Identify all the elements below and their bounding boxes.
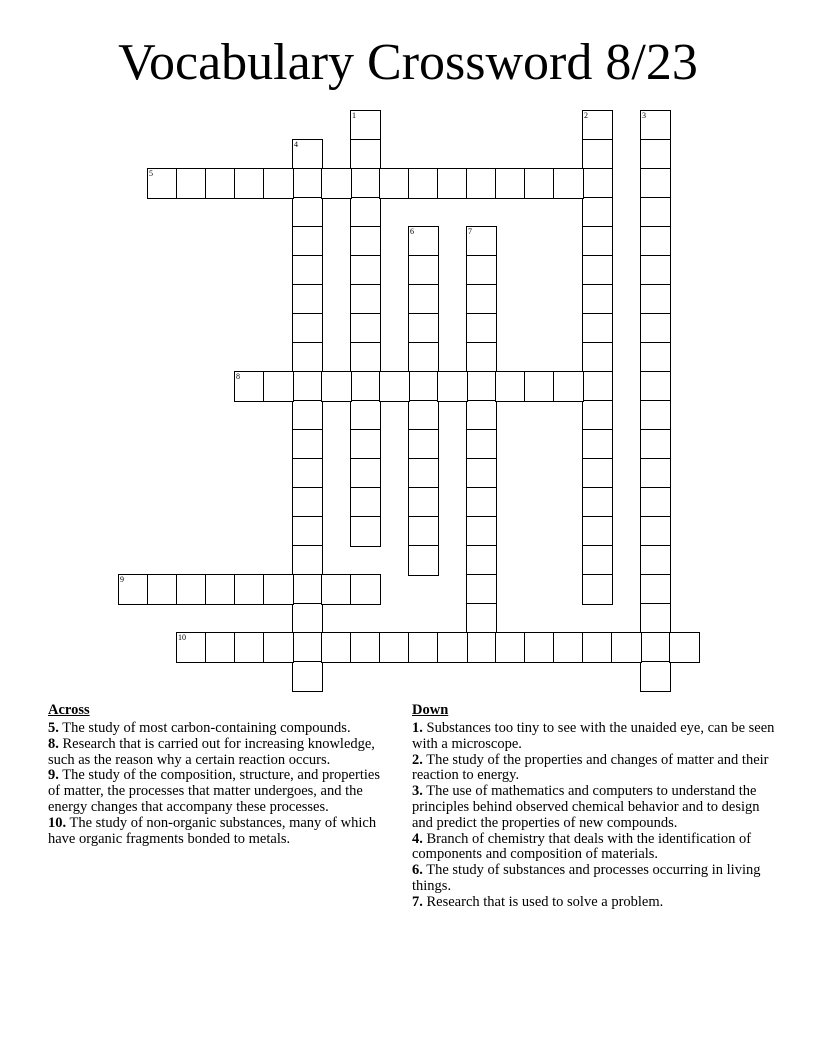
crossword-cell[interactable] [466, 429, 497, 460]
crossword-cell[interactable] [263, 168, 294, 199]
crossword-cell[interactable] [350, 139, 381, 170]
crossword-cell[interactable] [640, 661, 671, 692]
crossword-cell[interactable] [350, 168, 381, 199]
crossword-cell[interactable] [321, 574, 352, 605]
clue-number-label: 10. [48, 814, 67, 831]
crossword-cell[interactable] [466, 516, 497, 547]
clue-number: 6 [410, 227, 414, 236]
crossword-cell[interactable] [408, 313, 439, 344]
crossword-cell[interactable] [669, 632, 700, 663]
down-clue [412, 863, 777, 895]
across-heading: Across [48, 702, 90, 718]
crossword-cell[interactable] [350, 400, 381, 431]
crossword-cell[interactable] [350, 632, 381, 663]
crossword-cell[interactable] [495, 371, 526, 402]
clue-text: The study of the composition, structure, and properties of matter, the processes that matter undergoes, and the energy changes that accompany these processes. [48, 767, 380, 815]
crossword-cell[interactable] [466, 168, 497, 199]
crossword-cell[interactable] [640, 400, 671, 431]
clue-text: Research that is carried out for increasing knowledge, such as the reason why a certain reaction occurs. [48, 735, 375, 768]
crossword-cell[interactable] [640, 110, 671, 141]
crossword-cell[interactable] [292, 342, 323, 373]
crossword-cell[interactable] [640, 284, 671, 315]
clue-number-label: 2. [412, 751, 423, 768]
across-clue [48, 737, 393, 769]
down-clues [412, 702, 777, 911]
crossword-cell[interactable] [292, 487, 323, 518]
crossword-cell[interactable] [524, 371, 555, 402]
crossword-cell[interactable] [640, 574, 671, 605]
crossword-cell[interactable] [640, 226, 671, 257]
crossword-cell[interactable] [611, 632, 642, 663]
crossword-cell[interactable] [582, 226, 613, 257]
crossword-cell[interactable] [350, 197, 381, 228]
crossword-cell[interactable] [640, 313, 671, 344]
crossword-cell[interactable] [292, 168, 323, 199]
crossword-cell[interactable] [640, 342, 671, 373]
crossword-cell[interactable] [292, 603, 323, 634]
crossword-cell[interactable] [292, 226, 323, 257]
crossword-cell[interactable] [379, 168, 410, 199]
crossword-cell[interactable] [640, 603, 671, 634]
across-clues [48, 702, 393, 847]
crossword-cell[interactable] [292, 429, 323, 460]
crossword-cell[interactable] [582, 342, 613, 373]
crossword-cell[interactable] [495, 632, 526, 663]
crossword-cell[interactable] [350, 255, 381, 286]
crossword-cell[interactable] [640, 139, 671, 170]
crossword-cell[interactable] [640, 168, 671, 199]
clue-text: The use of mathematics and computers to understand the principles behind observed chemical behavior and to design and predict the properties of new compounds. [412, 783, 760, 831]
crossword-cell[interactable] [205, 574, 236, 605]
crossword-cell[interactable] [234, 371, 265, 402]
crossword-cell[interactable] [582, 487, 613, 518]
crossword-cell[interactable] [582, 284, 613, 315]
crossword-cell[interactable] [292, 574, 323, 605]
down-clue-list [412, 721, 777, 911]
crossword-cell[interactable] [553, 632, 584, 663]
down-clue [412, 832, 777, 864]
crossword-cell[interactable] [408, 516, 439, 547]
crossword-cell[interactable] [350, 458, 381, 489]
crossword-cell[interactable] [553, 371, 584, 402]
clue-number-label: 4. [412, 830, 423, 847]
clue-number-label: 9. [48, 767, 59, 784]
crossword-cell[interactable] [437, 632, 468, 663]
clue-text: Research that is used to solve a problem. [422, 893, 664, 910]
clue-number: 1 [352, 111, 356, 120]
crossword-cell[interactable] [205, 632, 236, 663]
crossword-cell[interactable] [466, 458, 497, 489]
crossword-cell[interactable] [292, 632, 323, 663]
clue-number: 5 [149, 169, 153, 178]
crossword-cell[interactable] [292, 284, 323, 315]
crossword-cell[interactable] [234, 632, 265, 663]
clue-number: 4 [294, 140, 298, 149]
crossword-cell[interactable] [350, 371, 381, 402]
across-clue [48, 721, 393, 737]
crossword-cell[interactable] [466, 226, 497, 257]
crossword-cell[interactable] [176, 168, 207, 199]
crossword-cell[interactable] [466, 342, 497, 373]
crossword-cell[interactable] [118, 574, 149, 605]
crossword-cell[interactable] [321, 168, 352, 199]
crossword-cell[interactable] [466, 400, 497, 431]
clue-text: Substances too tiny to see with the unaided eye, can be seen with a microscope. [412, 720, 775, 752]
crossword-cell[interactable] [350, 487, 381, 518]
crossword-cell[interactable] [263, 574, 294, 605]
down-clue [412, 753, 777, 785]
crossword-cell[interactable] [466, 545, 497, 576]
down-clue [412, 721, 777, 753]
crossword-cell[interactable] [553, 168, 584, 199]
crossword-cell[interactable] [466, 255, 497, 286]
crossword-cell[interactable] [640, 516, 671, 547]
crossword-cell[interactable] [292, 197, 323, 228]
crossword-cell[interactable] [408, 226, 439, 257]
crossword-cell[interactable] [234, 168, 265, 199]
crossword-cell[interactable] [582, 110, 613, 141]
crossword-cell[interactable] [292, 371, 323, 402]
clue-number: 9 [120, 575, 124, 584]
across-clue [48, 768, 393, 815]
across-clue-list [48, 721, 393, 847]
crossword-cell[interactable] [205, 168, 236, 199]
crossword-cell[interactable] [408, 371, 439, 402]
crossword-cell[interactable] [292, 661, 323, 692]
down-clue [412, 895, 777, 911]
crossword-cell[interactable] [582, 197, 613, 228]
crossword-cell[interactable] [350, 284, 381, 315]
crossword-cell[interactable] [582, 516, 613, 547]
crossword-cell[interactable] [582, 458, 613, 489]
crossword-cell[interactable] [437, 168, 468, 199]
crossword-cell[interactable] [582, 255, 613, 286]
crossword-cell[interactable] [640, 458, 671, 489]
clue-text: The study of most carbon-containing compounds. [58, 720, 351, 736]
crossword-cell[interactable] [292, 400, 323, 431]
crossword-cell[interactable] [292, 516, 323, 547]
crossword-cell[interactable] [437, 371, 468, 402]
crossword-cell[interactable] [640, 197, 671, 228]
clue-text: The study of non-organic substances, many of which have organic fragments bonded to metals. [48, 814, 377, 847]
crossword-cell[interactable] [466, 371, 497, 402]
clue-number-label: 7. [412, 893, 423, 910]
crossword-cell[interactable] [292, 545, 323, 576]
crossword-cell[interactable] [582, 429, 613, 460]
crossword-cell[interactable] [524, 168, 555, 199]
crossword-cell[interactable] [408, 429, 439, 460]
clue-text: The study of the properties and changes of matter and their reaction to energy. [412, 751, 769, 784]
crossword-cell[interactable] [147, 168, 178, 199]
clue-number: 8 [236, 372, 240, 381]
crossword-cell[interactable] [379, 371, 410, 402]
crossword-cell[interactable] [582, 168, 613, 199]
clue-number-label: 1. [412, 720, 423, 736]
crossword-cell[interactable] [350, 429, 381, 460]
down-heading: Down [412, 702, 449, 718]
crossword-cell[interactable] [321, 371, 352, 402]
crossword-cell[interactable] [640, 545, 671, 576]
crossword-cell[interactable] [321, 632, 352, 663]
crossword-cell[interactable] [147, 574, 178, 605]
clue-number-label: 5. [48, 720, 59, 736]
crossword-cell[interactable] [582, 313, 613, 344]
crossword-cell[interactable] [640, 371, 671, 402]
clue-number-label: 3. [412, 783, 423, 800]
crossword-cell[interactable] [466, 574, 497, 605]
crossword-cell[interactable] [640, 255, 671, 286]
crossword-cell[interactable] [263, 371, 294, 402]
crossword-cell[interactable] [350, 574, 381, 605]
crossword-cell[interactable] [408, 487, 439, 518]
clue-text: Branch of chemistry that deals with the identification of components and composition of materials. [412, 830, 752, 863]
crossword-cell[interactable] [640, 429, 671, 460]
clue-number-label: 6. [412, 862, 423, 879]
crossword-cell[interactable] [582, 545, 613, 576]
crossword-cell[interactable] [640, 632, 671, 663]
crossword-cell[interactable] [408, 400, 439, 431]
clue-number: 2 [584, 111, 588, 120]
crossword-cell[interactable] [495, 168, 526, 199]
crossword-cell[interactable] [292, 313, 323, 344]
crossword-cell[interactable] [292, 139, 323, 170]
crossword-cell[interactable] [176, 632, 207, 663]
crossword-cell[interactable] [582, 632, 613, 663]
crossword-cell[interactable] [524, 632, 555, 663]
crossword-cell[interactable] [408, 342, 439, 373]
crossword-cell[interactable] [466, 284, 497, 315]
crossword-cell[interactable] [350, 342, 381, 373]
crossword-cell[interactable] [466, 487, 497, 518]
crossword-cell[interactable] [466, 603, 497, 634]
clue-number: 3 [642, 111, 646, 120]
clue-number: 7 [468, 227, 472, 236]
crossword-cell[interactable] [466, 632, 497, 663]
clue-text: The study of substances and processes occurring in living things. [412, 862, 761, 894]
across-clue [48, 816, 393, 848]
crossword-cell[interactable] [582, 574, 613, 605]
crossword-cell[interactable] [292, 458, 323, 489]
crossword-cell[interactable] [263, 632, 294, 663]
crossword-cell[interactable] [292, 255, 323, 286]
clue-number: 10 [178, 633, 186, 642]
crossword-cell[interactable] [466, 313, 497, 344]
clue-number-label: 8. [48, 735, 59, 752]
crossword-cell[interactable] [408, 632, 439, 663]
crossword-cell[interactable] [350, 226, 381, 257]
crossword-cell[interactable] [350, 110, 381, 141]
crossword-cell[interactable] [408, 255, 439, 286]
crossword-cell[interactable] [350, 313, 381, 344]
crossword-cell[interactable] [379, 632, 410, 663]
crossword-cell[interactable] [408, 545, 439, 576]
crossword-cell[interactable] [408, 458, 439, 489]
crossword-cell[interactable] [408, 284, 439, 315]
crossword-cell[interactable] [408, 168, 439, 199]
crossword-cell[interactable] [640, 487, 671, 518]
crossword-cell[interactable] [582, 371, 613, 402]
crossword-cell[interactable] [234, 574, 265, 605]
crossword-cell[interactable] [582, 400, 613, 431]
crossword-cell[interactable] [350, 516, 381, 547]
page-title: Vocabulary Crossword 8/23 [118, 34, 698, 91]
crossword-cell[interactable] [176, 574, 207, 605]
crossword-cell[interactable] [582, 139, 613, 170]
down-clue [412, 784, 777, 831]
